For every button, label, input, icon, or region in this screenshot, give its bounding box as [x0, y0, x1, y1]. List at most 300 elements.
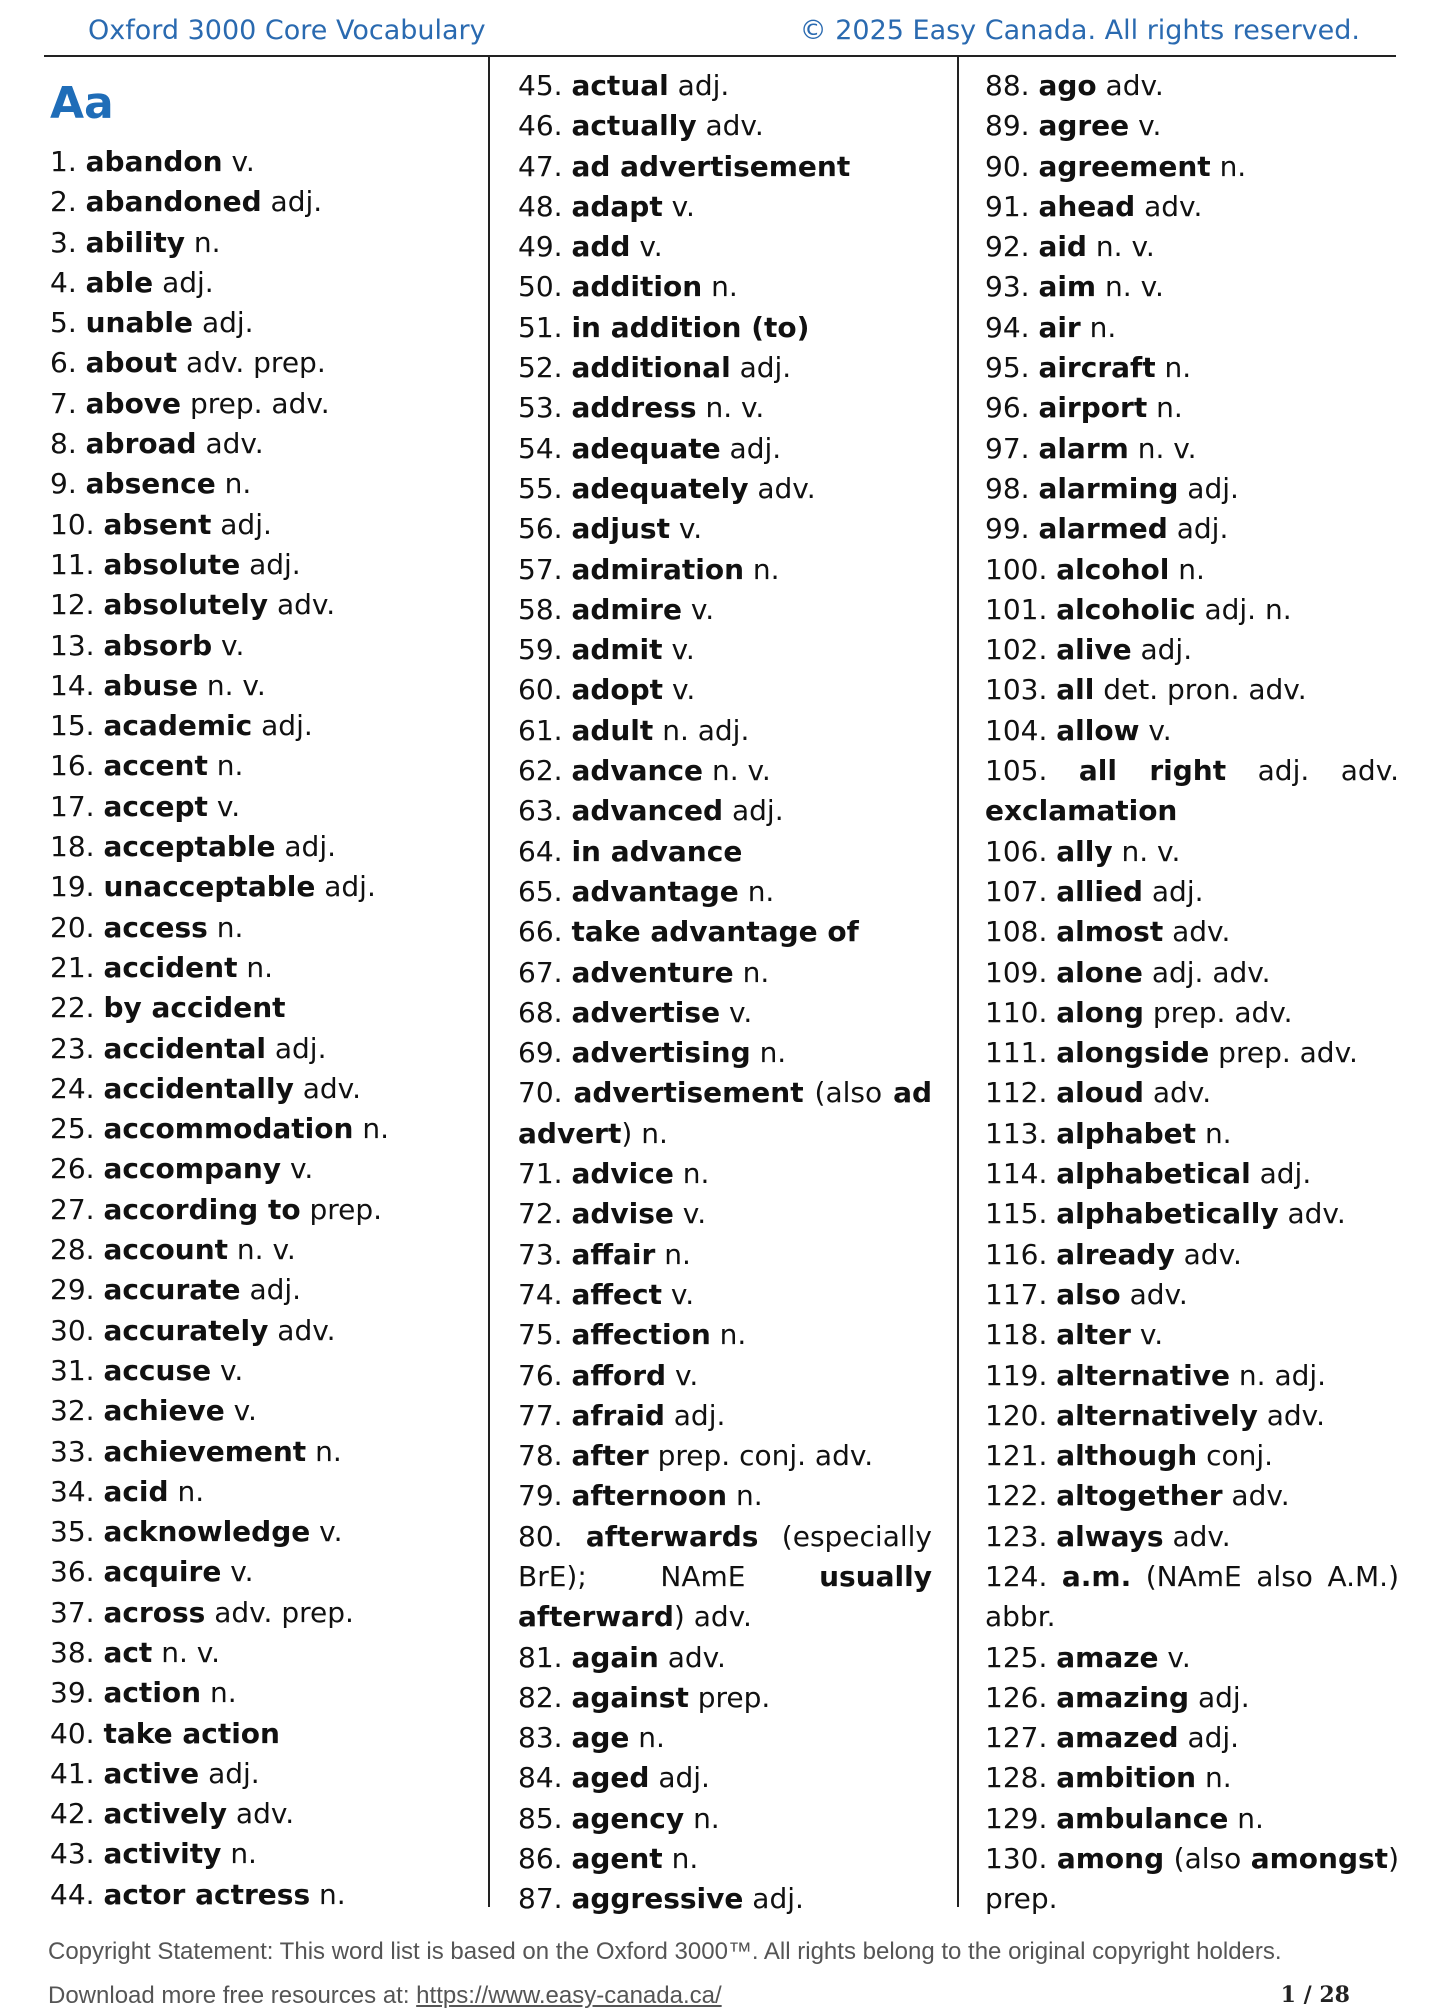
entry-pos: n. [735, 1479, 763, 1513]
entry-number: 88. [985, 69, 1030, 102]
entry-pos: adv. prep. [214, 1595, 354, 1629]
entry-note: (especially BrE); NAmE [518, 1519, 932, 1593]
vocab-entry [50, 142, 470, 182]
entry-number: 55. [518, 471, 563, 505]
vocab-entry [985, 1436, 1399, 1476]
entry-word: ago [1038, 69, 1097, 102]
vocab-entry [50, 867, 470, 907]
entry-number: 105. [985, 754, 1048, 788]
vocab-entry [985, 1678, 1399, 1718]
vocab-entry [985, 1154, 1399, 1194]
vocab-entry [518, 388, 932, 428]
entry-variant: amongst [1250, 1842, 1389, 1876]
entry-word: absolute [103, 547, 241, 581]
entry-number: 108. [985, 915, 1048, 949]
vocab-entry [50, 1512, 470, 1552]
vocab-entry [518, 953, 932, 993]
vocab-entry [50, 1432, 470, 1472]
entry-pos: adv. prep. [186, 346, 326, 380]
entry-number: 67. [518, 955, 563, 989]
entry-word: unacceptable [103, 870, 316, 904]
entry-word: active [103, 1756, 200, 1790]
vocab-entry [518, 1879, 932, 1919]
entry-number: 81. [518, 1640, 563, 1674]
entry-word: ally [1056, 834, 1113, 868]
entry-number: 97. [985, 431, 1030, 465]
copyright-notice: © 2025 Easy Canada. All rights reserved. [799, 15, 1360, 46]
entry-number: 4. [50, 265, 77, 299]
entry-pos: v. [728, 995, 753, 1029]
entry-number: 102. [985, 633, 1048, 667]
vocab-entry [985, 993, 1399, 1033]
entry-note-close: ) [621, 1116, 633, 1150]
vocab-entry [985, 550, 1399, 590]
entry-number: 98. [985, 471, 1030, 505]
entry-pos: n. v. [206, 668, 266, 702]
entry-word: add [571, 230, 631, 264]
entry-word: absolutely [103, 588, 269, 622]
entry-word: advertising [571, 1036, 751, 1070]
entry-number: 61. [518, 713, 563, 747]
entry-number: 119. [985, 1358, 1048, 1392]
entry-number: 5. [50, 306, 77, 340]
entry-number: 20. [50, 910, 95, 944]
entry-pos: v. [675, 1358, 699, 1392]
entry-number: 47. [518, 149, 563, 183]
entry-pos: v. [1138, 109, 1162, 143]
entry-pos: n. [210, 1676, 237, 1710]
entry-word: among [1056, 1842, 1165, 1876]
entry-pos: n. [1237, 1801, 1264, 1835]
vocab-entry [50, 1673, 470, 1713]
entry-word: adequate [571, 431, 721, 465]
vocab-entry [518, 1275, 932, 1315]
entry-word: all [1056, 673, 1095, 707]
entry-pos: abbr. [985, 1600, 1056, 1634]
entry-word: accommodation [103, 1112, 354, 1146]
vocab-entry [518, 1517, 932, 1638]
entry-pos: adv. [1144, 189, 1203, 223]
entry-word: accuse [103, 1353, 212, 1387]
copyright-statement: Copyright Statement: This word list is based on the Oxford 3000™. All rights belong to the original copyright holders. [48, 1938, 1282, 1965]
entry-word: aged [571, 1761, 650, 1795]
entry-pos: n. [216, 749, 244, 783]
vocab-entry [985, 1718, 1399, 1758]
entry-number: 10. [50, 507, 95, 541]
entry-word: a.m. [1061, 1559, 1132, 1593]
entry-number: 52. [518, 351, 563, 385]
entry-number: 114. [985, 1157, 1048, 1191]
entry-pos: adj. [249, 1273, 302, 1307]
entry-pos: adv. [276, 588, 336, 622]
entry-word: already [1056, 1237, 1175, 1271]
entry-word: achieve [103, 1394, 225, 1428]
entry-variant: usually afterward [518, 1559, 932, 1634]
entry-number: 78. [518, 1439, 563, 1473]
entry-number: 53. [518, 391, 563, 425]
entry-word: advertise [571, 995, 721, 1029]
entry-number: 22. [50, 991, 95, 1025]
vocab-entry [985, 670, 1399, 710]
entry-number: 25. [50, 1112, 95, 1146]
entry-pos: adj. [1259, 1157, 1312, 1191]
entry-number: 127. [985, 1721, 1048, 1755]
entry-word: aggressive [571, 1882, 744, 1916]
vocab-entry [985, 66, 1399, 106]
entry-number: 15. [50, 709, 95, 743]
entry-pos: n. v. [1121, 834, 1181, 868]
entry-pos: adj. [729, 431, 782, 465]
entry-number: 129. [985, 1801, 1048, 1835]
entry-word: alcohol [1056, 552, 1170, 586]
entry-word: always [1056, 1519, 1164, 1553]
vocab-entry [518, 308, 932, 348]
entry-word: absorb [103, 628, 213, 662]
vocab-entry [985, 630, 1399, 670]
entry-word: addition [571, 270, 703, 304]
entry-note: (also [814, 1076, 883, 1110]
entry-number: 130. [985, 1842, 1048, 1876]
entry-pos: n. [1156, 391, 1183, 425]
entry-number: 65. [518, 874, 563, 908]
entry-pos: n. [664, 1237, 691, 1271]
entry-number: 8. [50, 427, 77, 461]
vocab-entry [985, 1799, 1399, 1839]
entry-word: actual [571, 69, 669, 102]
entry-word: all right [1078, 754, 1227, 788]
entry-pos: adj. [270, 185, 323, 219]
vocab-entry [518, 1154, 932, 1194]
entry-pos: adj. [732, 794, 784, 828]
entry-number: 57. [518, 552, 563, 586]
vocab-entry [518, 429, 932, 469]
entry-number: 86. [518, 1842, 563, 1876]
entry-number: 72. [518, 1197, 563, 1231]
vocab-entry [50, 1190, 470, 1230]
download-line [48, 1982, 722, 2010]
entry-word: accidental [103, 1031, 266, 1065]
entry-pos: n. [319, 1877, 346, 1911]
entry-number: 46. [518, 109, 563, 143]
download-link[interactable]: https://www.easy-canada.ca/ [416, 1982, 722, 2009]
entry-word: aim [1038, 270, 1097, 304]
entry-number: 64. [518, 834, 563, 868]
entry-pos: n. [671, 1842, 699, 1876]
entry-number: 34. [50, 1474, 95, 1508]
entry-pos: prep. adv. [1218, 1036, 1358, 1070]
entry-word: agency [571, 1801, 685, 1835]
vocab-entry [985, 1073, 1399, 1113]
entry-word: allow [1056, 713, 1140, 747]
entry-pos: v. [216, 789, 241, 823]
entry-word: accident [103, 950, 238, 984]
entry-pos: v. [220, 1353, 244, 1387]
vocab-entry [985, 147, 1399, 187]
entry-word: adopt [571, 673, 664, 707]
entry-pos: n. [193, 225, 221, 259]
vocab-entry [518, 590, 932, 630]
entry-number: 70. [518, 1076, 563, 1110]
entry-word: alphabetical [1056, 1157, 1251, 1191]
entry-pos: adj. [739, 351, 792, 385]
entry-number: 124. [985, 1559, 1048, 1593]
entry-pos: adj. [220, 507, 272, 541]
entry-pos: n. v. [1105, 270, 1164, 304]
entry-word: alternative [1056, 1358, 1230, 1392]
entry-number: 116. [985, 1237, 1048, 1271]
entry-pos: v. [1139, 1318, 1164, 1352]
entry-word: ability [85, 225, 185, 259]
entry-number: 54. [518, 431, 563, 465]
vocab-entry [518, 1839, 932, 1879]
vocab-entry [518, 832, 932, 872]
entry-pos: v. [670, 1277, 695, 1311]
entry-word: access [103, 910, 208, 944]
entry-word: across [103, 1595, 206, 1629]
entry-number: 13. [50, 628, 95, 662]
header-rule [44, 55, 1396, 57]
entry-pos: adv. [277, 1313, 336, 1347]
entry-number: 50. [518, 270, 563, 304]
entry-pos: n. [1089, 310, 1117, 344]
entry-word: adapt [571, 189, 663, 223]
vocab-entry [518, 187, 932, 227]
entry-pos: adj. [1187, 1721, 1240, 1755]
entry-number: 120. [985, 1398, 1048, 1432]
entry-pos: v. [678, 512, 703, 546]
entry-number: 43. [50, 1837, 95, 1871]
entry-pos: n. [641, 1116, 668, 1150]
vocab-entry [518, 66, 932, 106]
vocab-entry [518, 106, 932, 146]
entry-pos: adv. [1105, 69, 1164, 102]
vocab-entry [518, 1718, 932, 1758]
entry-number: 84. [518, 1761, 563, 1795]
entry-number: 7. [50, 386, 77, 420]
entry-pos: adj. [1151, 874, 1204, 908]
vocab-entry [985, 1476, 1399, 1516]
entry-word: according to [103, 1192, 301, 1226]
entry-pos: adj. [162, 265, 214, 299]
entry-number: 44. [50, 1877, 95, 1911]
entry-pos: conj. [1206, 1439, 1274, 1473]
entry-number: 83. [518, 1721, 563, 1755]
entry-pos: n. adj. [662, 713, 750, 747]
vocab-entry [50, 384, 470, 424]
vocab-entry [985, 872, 1399, 912]
vocab-entry [50, 424, 470, 464]
entry-number: 35. [50, 1515, 95, 1549]
entry-word: after [571, 1439, 649, 1473]
vocab-entry [50, 303, 470, 343]
entry-word: amazing [1056, 1680, 1190, 1714]
vocab-entry [518, 1758, 932, 1798]
entry-word: advance [571, 754, 704, 788]
entry-word: along [1056, 995, 1144, 1029]
entry-pos: n. [1204, 1116, 1232, 1150]
entry-pos: v. [671, 633, 695, 667]
entry-pos: v. [690, 592, 715, 626]
entry-word: accept [103, 789, 208, 823]
entry-word: airport [1038, 391, 1148, 425]
entry-number: 85. [518, 1801, 563, 1835]
entry-pos: n. [246, 950, 274, 984]
entry-word: achievement [103, 1434, 307, 1468]
entry-number: 82. [518, 1680, 563, 1714]
page-current: 1 [1280, 1982, 1296, 2008]
vocab-entry [50, 1472, 470, 1512]
entry-number: 37. [50, 1595, 95, 1629]
entry-pos: n. [177, 1474, 205, 1508]
vocab-entry [518, 791, 932, 831]
vocab-entry [50, 1834, 470, 1874]
entry-word: accurately [103, 1313, 269, 1347]
column-3 [985, 66, 1399, 1920]
entry-number: 28. [50, 1233, 95, 1267]
entry-word: affair [571, 1237, 656, 1271]
entry-pos: n. [230, 1837, 257, 1871]
entry-word: action [103, 1676, 202, 1710]
entry-pos: prep. [985, 1882, 1058, 1916]
vocab-entry [518, 227, 932, 267]
entry-pos: v. [319, 1515, 343, 1549]
vocab-entry [50, 787, 470, 827]
entry-number: 94. [985, 310, 1030, 344]
vocab-entry [518, 1678, 932, 1718]
vocab-entry [985, 1315, 1399, 1355]
vocab-entry [518, 1033, 932, 1073]
entry-pos: prep. adv. [189, 386, 330, 420]
entry-word: afraid [571, 1398, 665, 1432]
entry-word: agree [1038, 109, 1130, 143]
vocab-entry [518, 1476, 932, 1516]
entry-word: almost [1056, 915, 1164, 949]
entry-number: 11. [50, 547, 95, 581]
entry-number: 112. [985, 1076, 1048, 1110]
vocab-entry [985, 953, 1399, 993]
entry-number: 68. [518, 995, 563, 1029]
entry-pos: adj. [324, 870, 376, 904]
vocab-entry [985, 1033, 1399, 1073]
entry-word: unable [85, 306, 194, 340]
entry-word: again [571, 1640, 659, 1674]
vocab-entry [985, 1396, 1399, 1436]
vocab-entry [518, 1799, 932, 1839]
entry-pos: v. [1167, 1640, 1191, 1674]
entry-pos: n. [719, 1318, 747, 1352]
entry-word: adjust [571, 512, 670, 546]
entry-pos: adj. [658, 1761, 710, 1795]
entry-pos: adv. [1172, 915, 1231, 949]
entry-pos: adj. [274, 1031, 327, 1065]
entry-word: by accident [103, 991, 286, 1025]
entry-number: 40. [50, 1716, 95, 1750]
entry-number: 21. [50, 950, 95, 984]
entry-word: advertisement [573, 1076, 804, 1110]
entry-number: 12. [50, 588, 95, 622]
entry-pos: prep. [697, 1680, 771, 1714]
vocab-entry [985, 469, 1399, 509]
entry-pos: v. [1148, 713, 1172, 747]
vocab-entry [518, 1356, 932, 1396]
vocab-entry [50, 343, 470, 383]
vocab-entry [985, 429, 1399, 469]
entry-word: abandon [85, 145, 223, 178]
vocab-entry [518, 1194, 932, 1234]
vocab-entry [50, 1593, 470, 1633]
entry-number: 117. [985, 1277, 1048, 1311]
entry-pos: n. [752, 552, 780, 586]
entry-word: age [571, 1721, 630, 1755]
entry-pos: n. v. [161, 1635, 221, 1669]
entry-pos: n. [638, 1721, 665, 1755]
entry-number: 23. [50, 1031, 95, 1065]
entry-pos: adv. [1129, 1277, 1188, 1311]
column-divider [957, 57, 959, 1907]
entry-pos: n. [315, 1434, 342, 1468]
entry-number: 45. [518, 69, 563, 102]
entry-word: actor actress [103, 1877, 311, 1911]
entry-number: 29. [50, 1273, 95, 1307]
entry-number: 63. [518, 794, 563, 828]
entry-pos: n. [742, 955, 770, 989]
entry-word: alarmed [1038, 512, 1168, 546]
entry-number: 106. [985, 834, 1048, 868]
entry-number: 121. [985, 1439, 1048, 1473]
column-divider [488, 57, 490, 1907]
entry-pos: n. [682, 1157, 710, 1191]
entry-word: afternoon [571, 1479, 728, 1513]
entry-word: alter [1056, 1318, 1131, 1352]
vocab-entry [985, 1638, 1399, 1678]
vocab-entry [50, 1029, 470, 1069]
vocab-entry [985, 1194, 1399, 1234]
vocab-entry [985, 348, 1399, 388]
entry-word: acquire [103, 1555, 222, 1589]
entry-word: affect [571, 1277, 662, 1311]
entry-pos: prep. conj. adv. [657, 1439, 874, 1473]
entry-pos: v. [682, 1197, 707, 1231]
vocab-entry [985, 1114, 1399, 1154]
vocab-entry [985, 187, 1399, 227]
entry-pos: n. v. [711, 754, 771, 788]
entry-number: 109. [985, 955, 1048, 989]
vocab-entry [50, 827, 470, 867]
entry-word: activity [103, 1837, 222, 1871]
entry-word: admire [571, 592, 682, 626]
vocab-entry [985, 308, 1399, 348]
entry-word: advantage [571, 874, 739, 908]
vocab-entry [50, 1230, 470, 1270]
entry-pos: adv. [667, 1640, 726, 1674]
entry-number: 96. [985, 391, 1030, 425]
entry-word: take action [103, 1716, 280, 1750]
entry-pos: adv. [1183, 1237, 1242, 1271]
entry-word: altogether [1056, 1479, 1223, 1513]
entry-pos: adj. [752, 1882, 804, 1916]
entry-word: additional [571, 351, 731, 385]
entry-number: 32. [50, 1394, 95, 1428]
vocab-entry [518, 509, 932, 549]
entry-number: 91. [985, 189, 1030, 223]
vocab-entry [50, 464, 470, 504]
entry-word: abandoned [85, 185, 262, 219]
entry-word: alarming [1038, 471, 1179, 505]
entry-pos: n. v. [1095, 230, 1155, 264]
entry-word: acknowledge [103, 1515, 311, 1549]
document-title: Oxford 3000 Core Vocabulary [88, 15, 486, 46]
entry-pos: n. [759, 1036, 787, 1070]
